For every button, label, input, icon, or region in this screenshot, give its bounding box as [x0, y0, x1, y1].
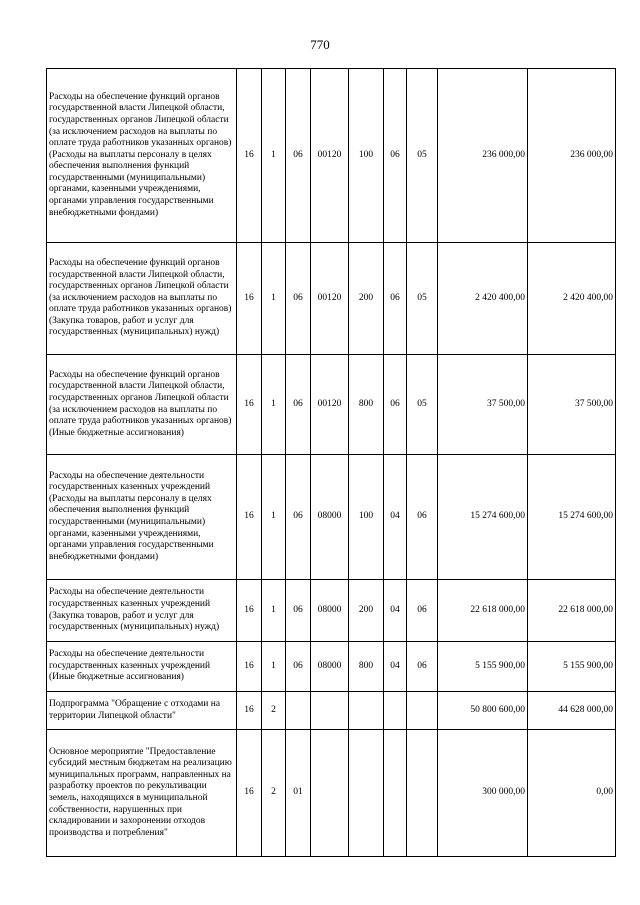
cell-amount: 22 618 000,00	[438, 580, 528, 642]
cell-code: 06	[407, 580, 438, 642]
cell-amount: 15 274 600,00	[528, 455, 616, 580]
cell-code	[286, 692, 311, 730]
cell-amount: 15 274 600,00	[438, 455, 528, 580]
row-name: Расходы на обеспечение функций органов государственной власти Липецкой области, государственных органов Липецкой области (за исключением расходов на выплаты по оплате труда работников указанных органов) (Иные бюджетные ассигнования)	[47, 355, 237, 455]
cell-code: 16	[237, 355, 262, 455]
cell-code: 200	[349, 580, 384, 642]
row-name: Расходы на обеспечение деятельности государственных казенных учреждений (Иные бюджетные ассигнования)	[47, 642, 237, 692]
cell-code: 06	[384, 243, 407, 355]
cell-code	[407, 730, 438, 857]
cell-code: 06	[286, 455, 311, 580]
cell-code: 16	[237, 455, 262, 580]
cell-amount: 2 420 400,00	[438, 243, 528, 355]
cell-amount: 50 800 600,00	[438, 692, 528, 730]
cell-code: 1	[262, 69, 286, 243]
cell-code: 16	[237, 580, 262, 642]
table-row	[47, 642, 616, 692]
cell-code: 06	[286, 642, 311, 692]
row-name: Подпрограмма "Обращение с отходами на территории Липецкой области"	[47, 692, 237, 730]
cell-amount: 5 155 900,00	[528, 642, 616, 692]
cell-amount: 300 000,00	[438, 730, 528, 857]
cell-code: 01	[286, 730, 311, 857]
cell-code: 800	[349, 355, 384, 455]
cell-code: 06	[407, 455, 438, 580]
cell-code: 00120	[311, 243, 349, 355]
cell-code: 06	[286, 243, 311, 355]
table-row	[47, 580, 616, 642]
row-name: Основное мероприятие "Предоставление субсидий местным бюджетам на реализацию муниципальных программ, направленных на разработку проектов по рекультивации земель, находящихся в муниципальной собственности, нарушенных при складировании и захоронении отходов производства и потребления"	[47, 730, 237, 857]
table-row	[47, 730, 616, 857]
cell-code: 00120	[311, 69, 349, 243]
cell-code: 05	[407, 243, 438, 355]
cell-amount: 0,00	[528, 730, 616, 857]
cell-code: 16	[237, 642, 262, 692]
cell-code: 2	[262, 692, 286, 730]
cell-code: 1	[262, 455, 286, 580]
cell-amount: 2 420 400,00	[528, 243, 616, 355]
cell-code: 1	[262, 580, 286, 642]
page-number: 770	[310, 37, 330, 52]
cell-code	[349, 692, 384, 730]
cell-code: 06	[286, 355, 311, 455]
table-row	[47, 455, 616, 580]
row-name: Расходы на обеспечение деятельности государственных казенных учреждений (Расходы на выплаты персоналу в целях обеспечения выполнения функций государственными (муниципальными) органами, казенными учреждениями, органами управления государственными внебюджетными фондами)	[47, 455, 237, 580]
table-row	[47, 243, 616, 355]
cell-code	[311, 692, 349, 730]
table-row	[47, 69, 616, 243]
cell-code: 06	[407, 642, 438, 692]
cell-amount: 22 618 000,00	[528, 580, 616, 642]
cell-code: 06	[286, 69, 311, 243]
cell-code: 16	[237, 243, 262, 355]
cell-amount: 37 500,00	[438, 355, 528, 455]
cell-code: 800	[349, 642, 384, 692]
cell-code: 00120	[311, 355, 349, 455]
cell-code: 08000	[311, 455, 349, 580]
cell-code	[311, 730, 349, 857]
cell-code: 04	[384, 455, 407, 580]
cell-code: 06	[384, 69, 407, 243]
cell-code: 1	[262, 642, 286, 692]
cell-code: 04	[384, 642, 407, 692]
cell-code: 200	[349, 243, 384, 355]
cell-code: 16	[237, 69, 262, 243]
cell-code: 04	[384, 580, 407, 642]
cell-amount: 236 000,00	[528, 69, 616, 243]
row-name: Расходы на обеспечение функций органов государственной власти Липецкой области, государственных органов Липецкой области (за исключением расходов на выплаты по оплате труда работников указанных органов) (Расходы на выплаты персоналу в целях обеспечения выполнения функций государственными (муниципальными) органами, казенными учреждениями, органами управления государственными внебюджетными фондами)	[47, 69, 237, 243]
cell-code: 08000	[311, 642, 349, 692]
cell-amount: 44 628 000,00	[528, 692, 616, 730]
cell-code	[349, 730, 384, 857]
cell-amount: 37 500,00	[528, 355, 616, 455]
cell-code: 100	[349, 455, 384, 580]
cell-code: 16	[237, 730, 262, 857]
cell-code: 05	[407, 355, 438, 455]
cell-code: 08000	[311, 580, 349, 642]
cell-code	[407, 692, 438, 730]
cell-code: 100	[349, 69, 384, 243]
cell-code: 2	[262, 730, 286, 857]
budget-table	[46, 68, 616, 857]
cell-code	[384, 692, 407, 730]
cell-code: 1	[262, 243, 286, 355]
table-row	[47, 692, 616, 730]
row-name: Расходы на обеспечение деятельности государственных казенных учреждений (Закупка товаров, работ и услуг для государственных (муниципальных) нужд)	[47, 580, 237, 642]
cell-amount: 236 000,00	[438, 69, 528, 243]
cell-code: 16	[237, 692, 262, 730]
cell-code: 06	[384, 355, 407, 455]
table-row	[47, 355, 616, 455]
cell-code	[384, 730, 407, 857]
cell-code: 05	[407, 69, 438, 243]
cell-amount: 5 155 900,00	[438, 642, 528, 692]
row-name: Расходы на обеспечение функций органов государственной власти Липецкой области, государственных органов Липецкой области (за исключением расходов на выплаты по оплате труда работников указанных органов) (Закупка товаров, работ и услуг для государственных (муниципальных) нужд)	[47, 243, 237, 355]
cell-code: 06	[286, 580, 311, 642]
cell-code: 1	[262, 355, 286, 455]
